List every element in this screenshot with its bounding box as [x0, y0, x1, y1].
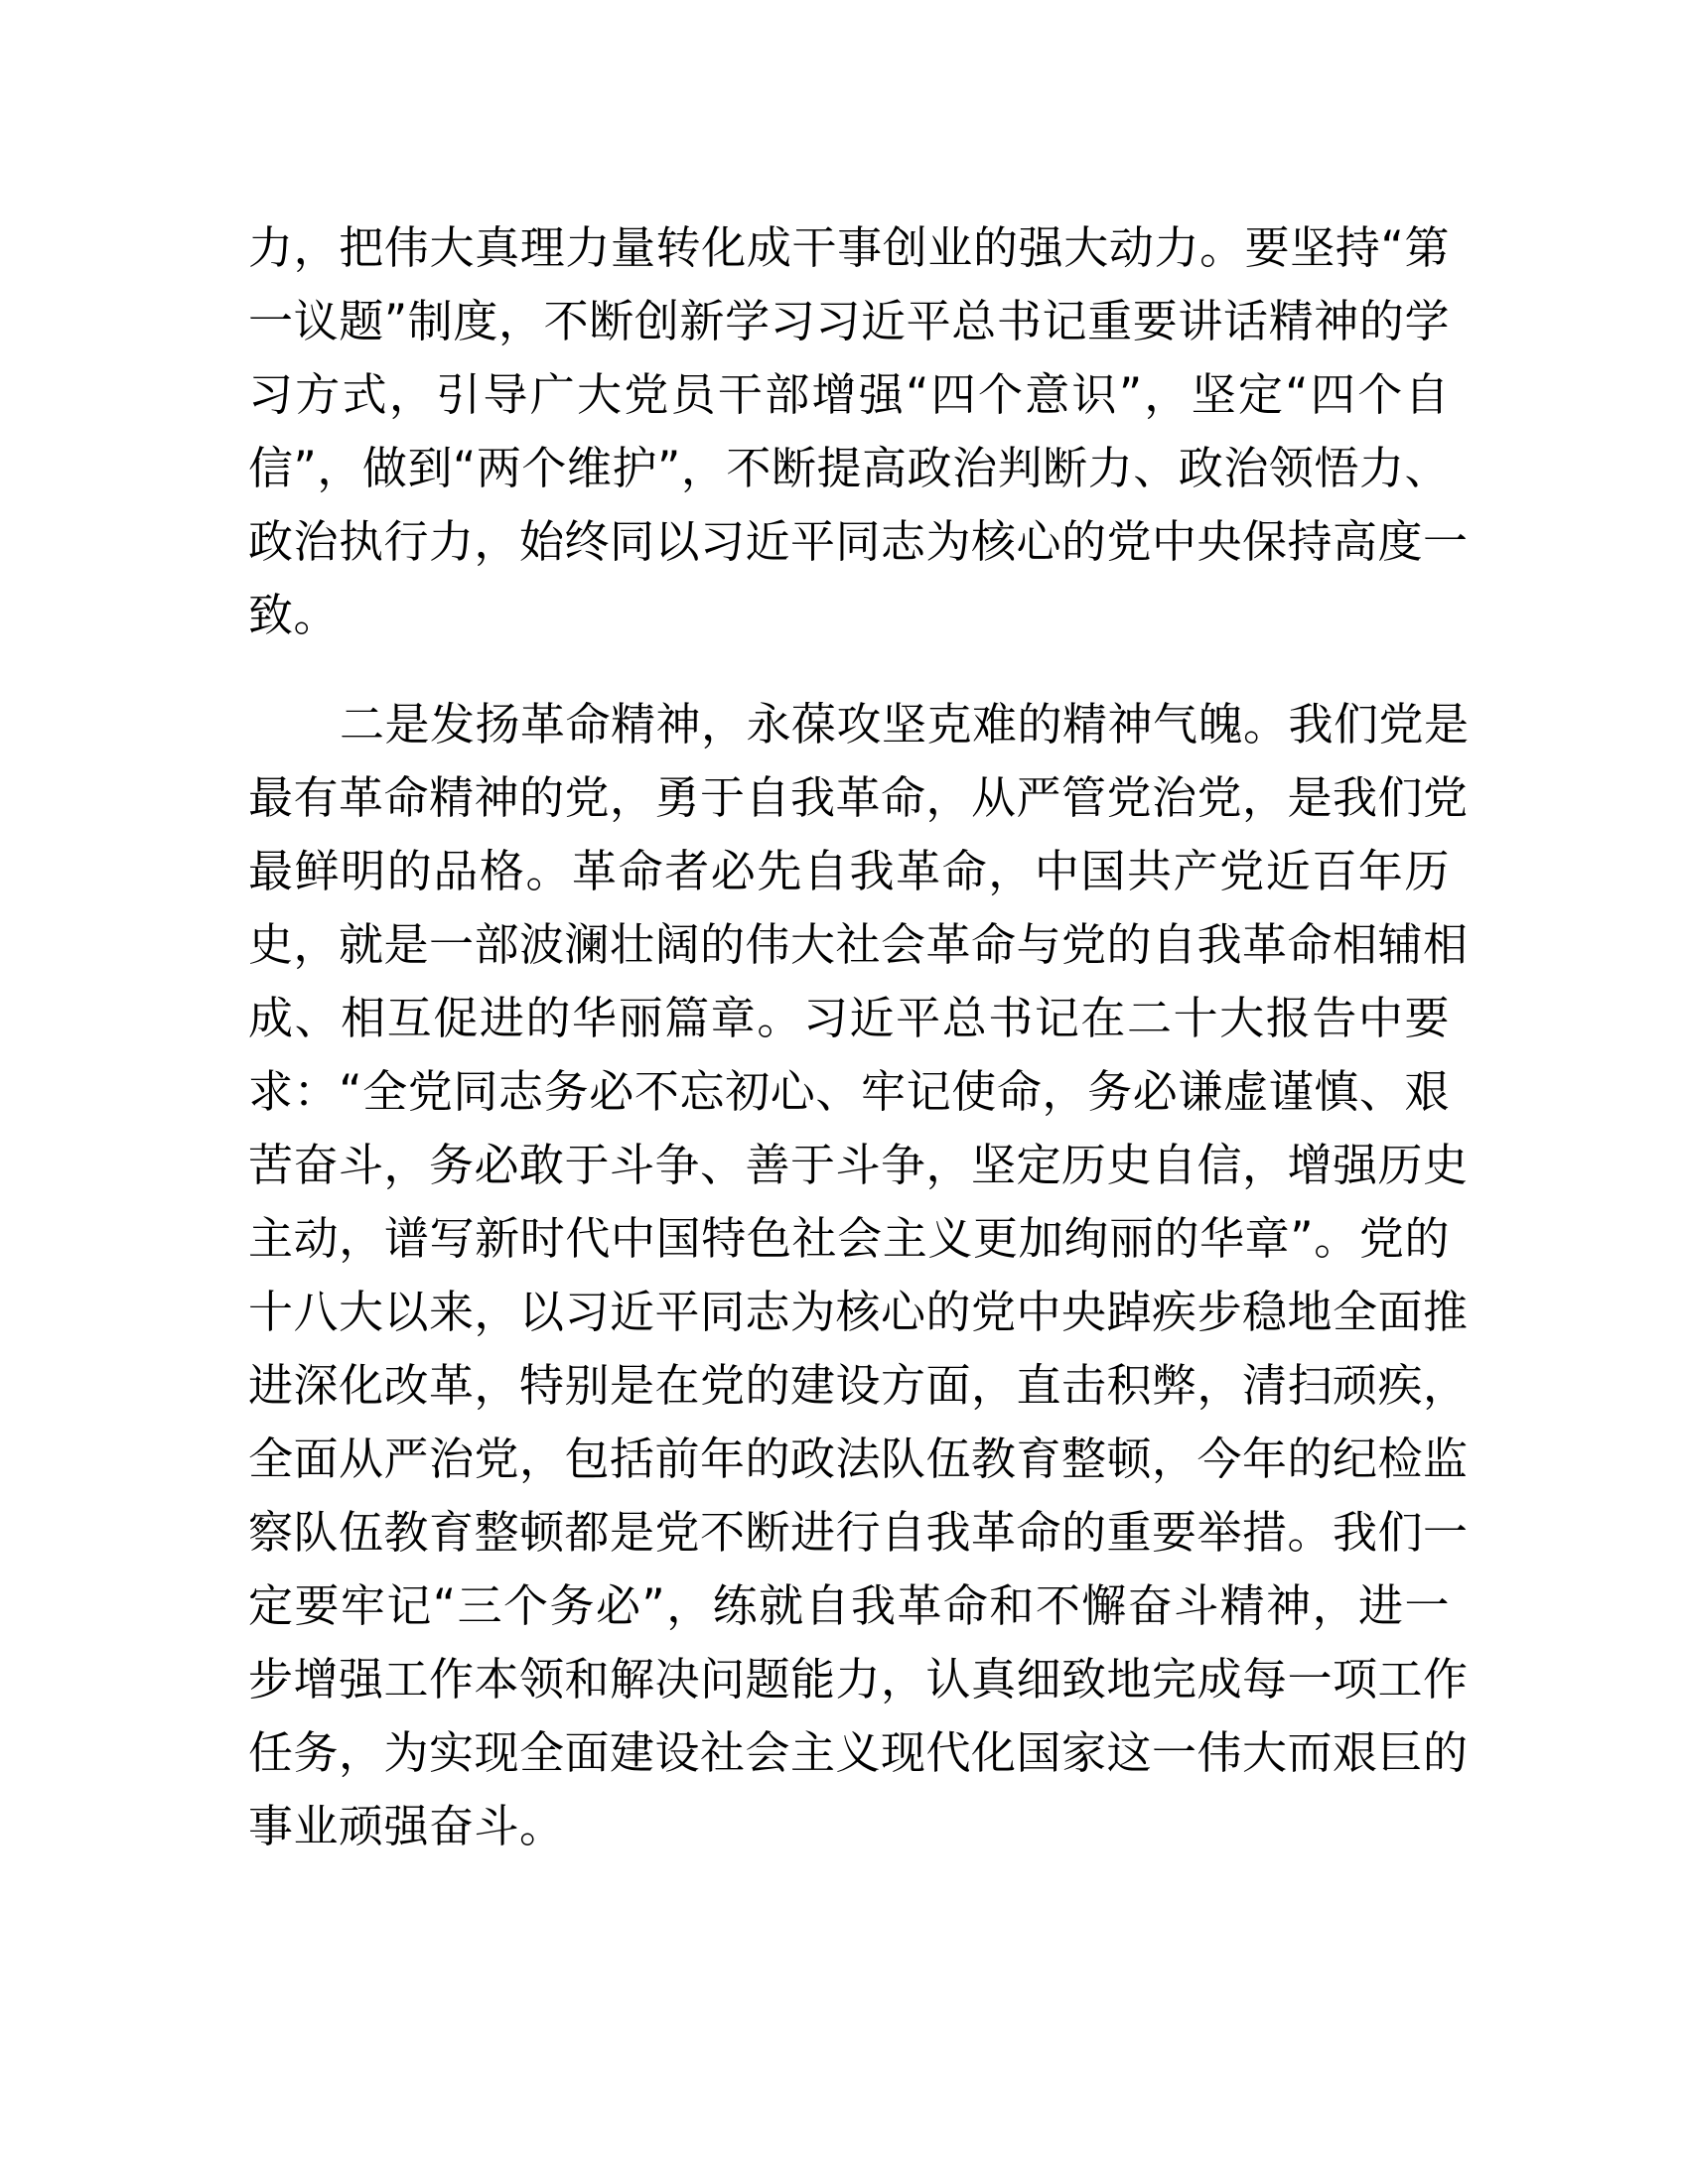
text-line: 史，就是一部波澜壮阔的伟大社会革命与党的自我革命相辅相: [248, 918, 1469, 971]
text-line: 主动，谱写新时代中国特色社会主义更加绚丽的华章”。党的: [248, 1212, 1450, 1265]
text-line: 任务，为实现全面建设社会主义现代化国家这一伟大而艰巨的: [248, 1726, 1469, 1779]
paragraph-continuation: [248, 211, 1469, 652]
text-line: 察队伍教育整顿都是党不断进行自我革命的重要举措。我们一: [248, 1506, 1469, 1559]
text-line-first-indented: 二是发扬革命精神，永葆攻坚克难的精神气魄。我们党是: [340, 698, 1470, 751]
text-line: 最鲜明的品格。革命者必先自我革命，中国共产党近百年历: [248, 845, 1450, 897]
text-line: 进深化改革，特别是在党的建设方面，直击积弊，清扫顽疾，: [248, 1359, 1469, 1412]
text-line: 求：“全党同志务必不忘初心、牢记使命，务必谦虚谨慎、艰: [248, 1065, 1450, 1118]
text-line: 政治执行力，始终同以习近平同志为核心的党中央保持高度一: [248, 515, 1469, 568]
text-line: 步增强工作本领和解决问题能力，认真细致地完成每一项工作: [248, 1653, 1469, 1706]
text-line: 全面从严治党，包括前年的政法队伍教育整顿，今年的纪检监: [248, 1433, 1469, 1485]
text-line: 信”，做到“两个维护”，不断提高政治判断力、政治领悟力、: [248, 442, 1450, 494]
text-line: 力，把伟大真理力量转化成干事创业的强大动力。要坚持“第: [248, 221, 1450, 274]
text-line: 成、相互促进的华丽篇章。习近平总书记在二十大报告中要: [248, 992, 1450, 1044]
text-line: 事业顽强奋斗。: [248, 1800, 565, 1852]
text-line: 定要牢记“三个务必”，练就自我革命和不懈奋斗精神，进一: [248, 1579, 1450, 1632]
text-line: 致。: [248, 589, 340, 641]
text-line: 一议题”制度，不断创新学习习近平总书记重要讲话精神的学: [248, 295, 1450, 347]
text-line: 习方式，引导广大党员干部增强“四个意识”，坚定“四个自: [248, 368, 1450, 421]
text-line: 苦奋斗，务必敢于斗争、善于斗争，坚定历史自信，增强历史: [248, 1139, 1469, 1191]
paragraph-revolutionary-spirit: [248, 688, 1470, 1863]
text-line: 十八大以来，以习近平同志为核心的党中央踔疾步稳地全面推: [248, 1286, 1469, 1338]
text-line: 最有革命精神的党，勇于自我革命，从严管党治党，是我们党: [248, 771, 1469, 824]
